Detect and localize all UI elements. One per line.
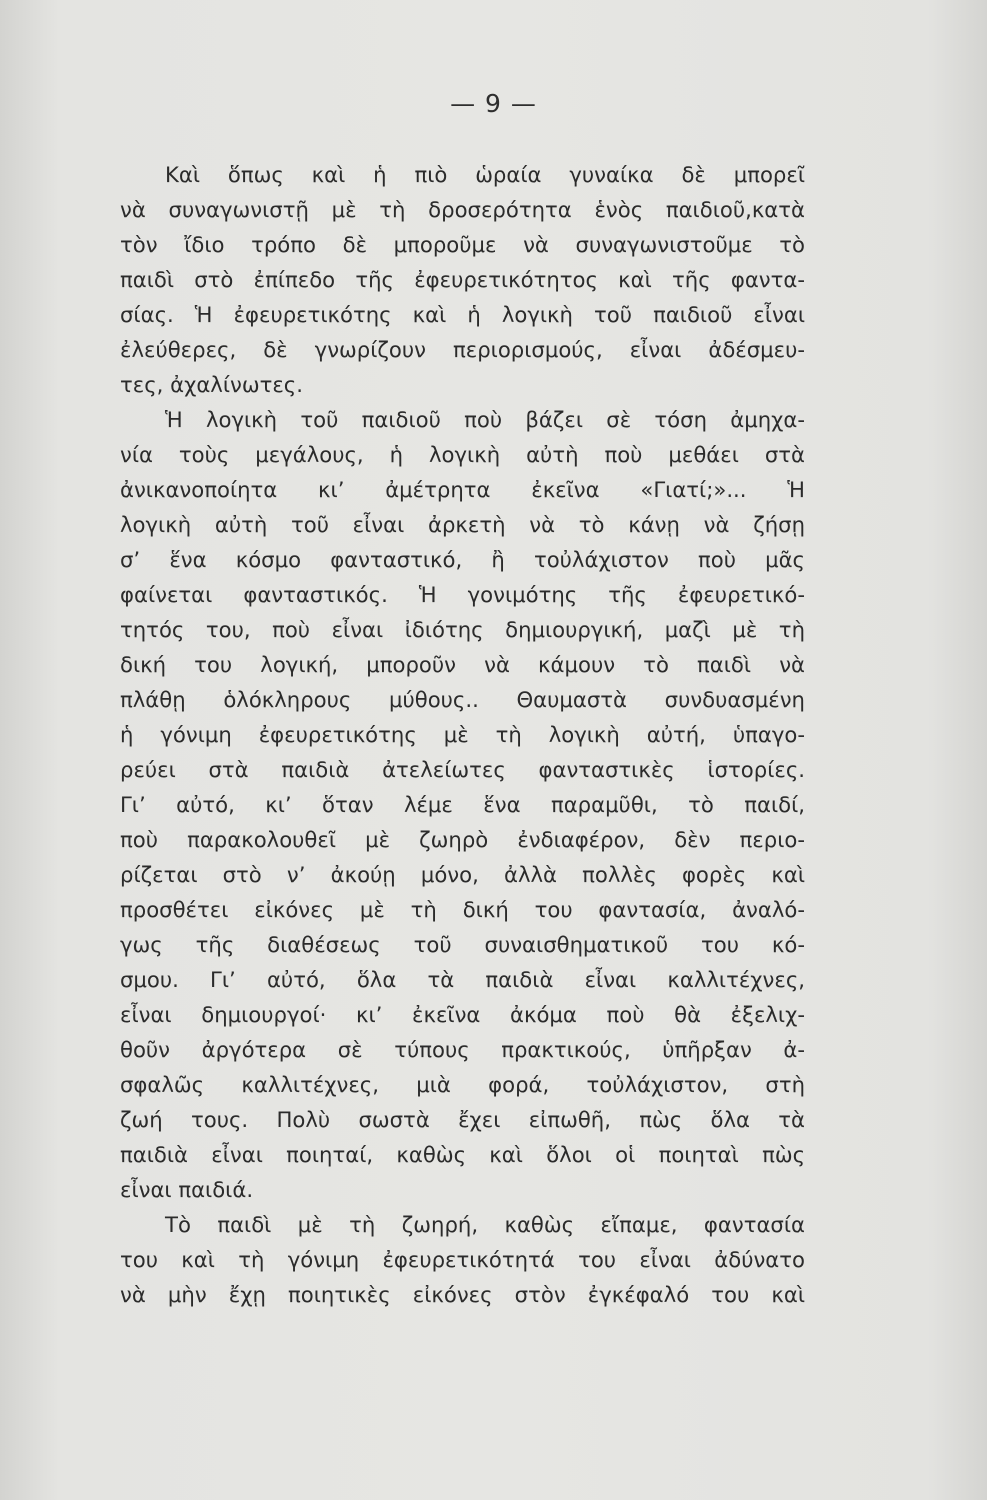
text-line: δική του λογική, μποροῦν νὰ κάμουν τὸ παιδὶ νὰ — [120, 652, 805, 677]
text-line: ρίζεται στὸ ν’ ἀκούῃ μόνο, ἀλλὰ πολλὲς φορὲς καὶ — [120, 862, 805, 887]
text-line: τὸν ἴδιο τρόπο δὲ μποροῦμε νὰ συναγωνιστοῦμε τὸ — [120, 232, 805, 257]
text-line: Γι’ αὐτό, κι’ ὅταν λέμε ἕνα παραμῦθι, τὸ παιδί, — [120, 792, 805, 817]
text-line: σφαλῶς καλλιτέχνες, μιὰ φορά, τοὐλάχιστον, στὴ — [120, 1072, 805, 1097]
text-line: σίας. Ἡ ἐφευρετικότης καὶ ἡ λογικὴ τοῦ παιδιοῦ εἶναι — [120, 302, 805, 327]
text-line: παιδιὰ εἶναι ποιηταί, καθὼς καὶ ὅλοι οἱ ποιηταὶ πὼς — [120, 1142, 805, 1167]
text-line: Ἡ λογικὴ τοῦ παιδιοῦ ποὺ βάζει σὲ τόση ἀμηχα- — [165, 407, 805, 432]
text-line: παιδὶ στὸ ἐπίπεδο τῆς ἐφευρετικότητος καὶ τῆς φαντα- — [120, 267, 805, 292]
text-line: ρεύει στὰ παιδιὰ ἀτελείωτες φανταστικὲς ἱστορίες. — [120, 757, 805, 782]
text-line: λογικὴ αὐτὴ τοῦ εἶναι ἀρκετὴ νὰ τὸ κάνῃ νὰ ζήσῃ — [120, 512, 805, 537]
text-line: σ’ ἕνα κόσμο φανταστικό, ἢ τοὐλάχιστον ποὺ μᾶς — [120, 547, 805, 572]
text-line: νὰ συναγωνιστῇ μὲ τὴ δροσερότητα ἑνὸς παιδιοῦ,κατὰ — [120, 197, 805, 222]
text-line: νὰ μὴν ἔχῃ ποιητικὲς εἰκόνες στὸν ἐγκέφαλό του καὶ — [120, 1282, 805, 1307]
text-line: σμου. Γι’ αὐτό, ὅλα τὰ παιδιὰ εἶναι καλλιτέχνες, — [120, 967, 805, 992]
text-line: γως τῆς διαθέσεως τοῦ συναισθηματικοῦ του κό- — [120, 932, 805, 957]
text-line: ἀνικανοποίητα κι’ ἀμέτρητα ἐκεῖνα «Γιατί;»... Ἡ — [120, 477, 805, 502]
text-line: τες, ἀχαλίνωτες. — [120, 372, 303, 397]
text-line: πλάθῃ ὁλόκληρους μύθους.. Θαυμαστὰ συνδυασμένη — [120, 687, 805, 712]
text-line: φαίνεται φανταστικός. Ἡ γονιμότης τῆς ἐφευρετικό- — [120, 582, 805, 607]
text-line: εἶναι δημιουργοί· κι’ ἐκεῖνα ἀκόμα ποὺ θὰ ἐξελιχ- — [120, 1002, 805, 1027]
text-line: ποὺ παρακολουθεῖ μὲ ζωηρὸ ἐνδιαφέρον, δὲν περιο- — [120, 827, 805, 852]
page-number: — 9 — — [450, 89, 537, 118]
text-line: τητός του, ποὺ εἶναι ἰδιότης δημιουργική, μαζὶ μὲ τὴ — [120, 617, 805, 642]
text-line: ζωή τους. Πολὺ σωστὰ ἔχει εἰπωθῆ, πὼς ὅλα τὰ — [120, 1107, 805, 1132]
text-line: νία τοὺς μεγάλους, ἡ λογικὴ αὐτὴ ποὺ μεθάει στὰ — [120, 442, 805, 467]
text-line: προσθέτει εἰκόνες μὲ τὴ δική του φαντασία, ἀναλό- — [120, 897, 805, 922]
text-line: Τὸ παιδὶ μὲ τὴ ζωηρή, καθὼς εἴπαμε, φαντασία — [165, 1212, 805, 1237]
text-line: ἐλεύθερες, δὲ γνωρίζουν περιορισμούς, εἶναι ἀδέσμευ- — [120, 337, 805, 362]
text-line: Καὶ ὅπως καὶ ἡ πιὸ ὡραία γυναίκα δὲ μπορεῖ — [165, 162, 805, 187]
text-line: θοῦν ἀργότερα σὲ τύπους πρακτικούς, ὑπῆρξαν ἀ- — [120, 1037, 805, 1062]
text-line: του καὶ τὴ γόνιμη ἐφευρετικότητά του εἶναι ἀδύνατο — [120, 1247, 805, 1272]
text-line: ἡ γόνιμη ἐφευρετικότης μὲ τὴ λογικὴ αὐτή, ὑπαγο- — [120, 722, 805, 747]
text-line: εἶναι παιδιά. — [120, 1177, 254, 1202]
